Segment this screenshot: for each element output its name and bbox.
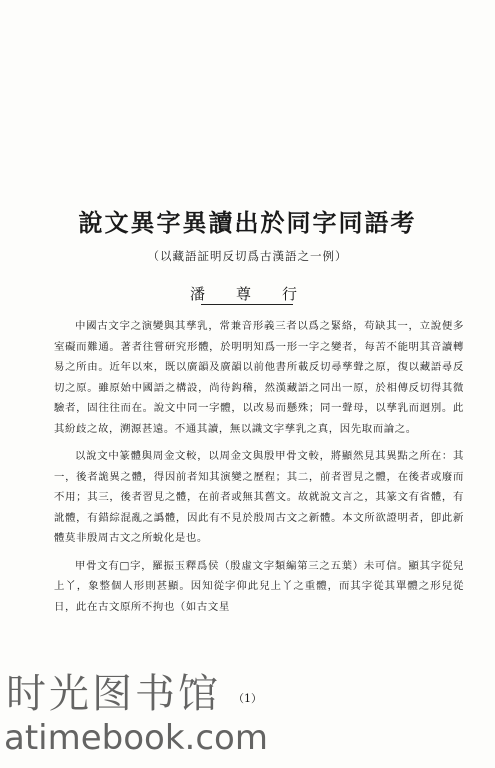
- watermark-chinese: 时光图书馆: [6, 671, 221, 717]
- article-body: [54, 316, 464, 617]
- paragraph: 甲骨文有□字，羅振玉釋爲侯（殷虛文字類編第三之五葉）未可信。顯其字從兒上丫，象整個人形則甚顯。因知從字仰此兒上丫之重體，而其字從其單體之形兒從日，此在古文原所不拘也（如古文星: [54, 559, 464, 613]
- page-number: （1）: [233, 692, 262, 705]
- paragraph: 中國古文字之演變與其孳乳，常兼音形義三者以爲之緊絡，苟缺其一，立說便多室礙而難通。著者往嘗研究形體，於明明知爲一形一字之變者，每苦不能明其音讀轉易之所由。近年以來，既以廣韻及廣韻以前他書所載反切尋孳聲之原，復以藏語尋反切之原。雖原始中國語之構設，尚待鈎稽，然漢藏語之同出一原，於相傳反切得其微驗者，固往往而在。說文中同一字體，以改易而懸殊；同一聲母，以孳乳而迥別。此其紛歧之故，溯源甚遠。不通其讀，無以識文字孳乳之真，因先取而論之。: [54, 320, 464, 435]
- paragraph: 以說文中篆體與周金文較，以周金文與殷甲骨文較，將顯然見其異點之所在：其一，後者詭異之體，得因前者知其演變之歷程；其二，前者習見之體，在後者或廢而不用；其三，後者習見之體，在前者或無其舊文。故就說文言之，其篆文有省體，有訛體，有錯綜混亂之譌體，因此有不見於殷周古文之新體。本文所欲證明者，卽此新體莫非殷周古文之所蛻化是也。: [54, 450, 464, 544]
- article-title: 說文異字異讀出於同字同語考: [78, 208, 417, 237]
- article-subtitle: （以藏語証明反切爲古漢語之一例）: [147, 249, 348, 263]
- watermark-url: atimebook.com: [4, 718, 268, 758]
- author-underline: [201, 304, 293, 305]
- article-author: 潘 尊 行: [189, 285, 305, 303]
